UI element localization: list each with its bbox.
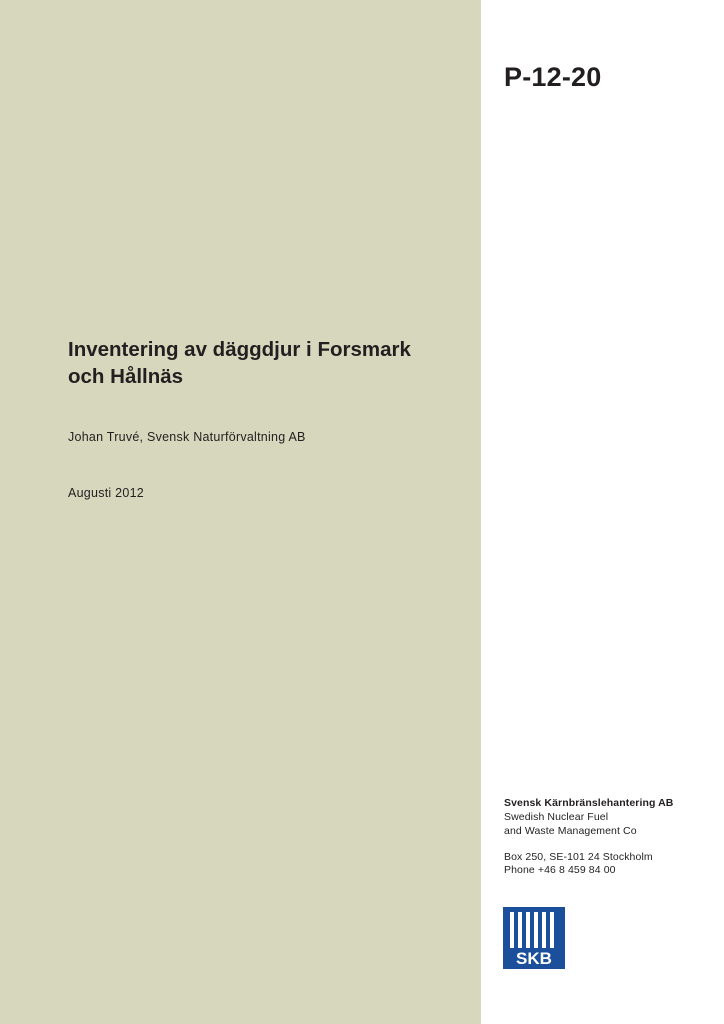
svg-text:SKB: SKB <box>516 949 552 968</box>
publisher-address <box>504 851 704 879</box>
author-line: Johan Truvé, Svensk Naturförvaltning AB <box>68 430 306 444</box>
publisher-address-line-1: Box 250, SE-101 24 Stockholm <box>504 850 653 863</box>
title-line-1: Inventering av däggdjur i Forsmark <box>68 338 411 361</box>
skb-logo-icon <box>503 907 565 969</box>
skb-logo <box>503 907 565 969</box>
title-line-2: och Hållnäs <box>68 365 184 389</box>
publication-date: Augusti 2012 <box>68 486 144 500</box>
publisher-phone: Phone +46 8 459 84 00 <box>504 864 616 877</box>
publisher-name-english-line-1: Swedish Nuclear Fuel <box>504 810 609 823</box>
page-title <box>68 336 468 391</box>
publisher-name-english-line-2: and Waste Management Co <box>504 824 637 837</box>
publisher-block <box>504 797 704 878</box>
report-number: P-12-20 <box>504 62 602 92</box>
publisher-name-swedish: Svensk Kärnbränslehantering AB <box>504 797 674 809</box>
